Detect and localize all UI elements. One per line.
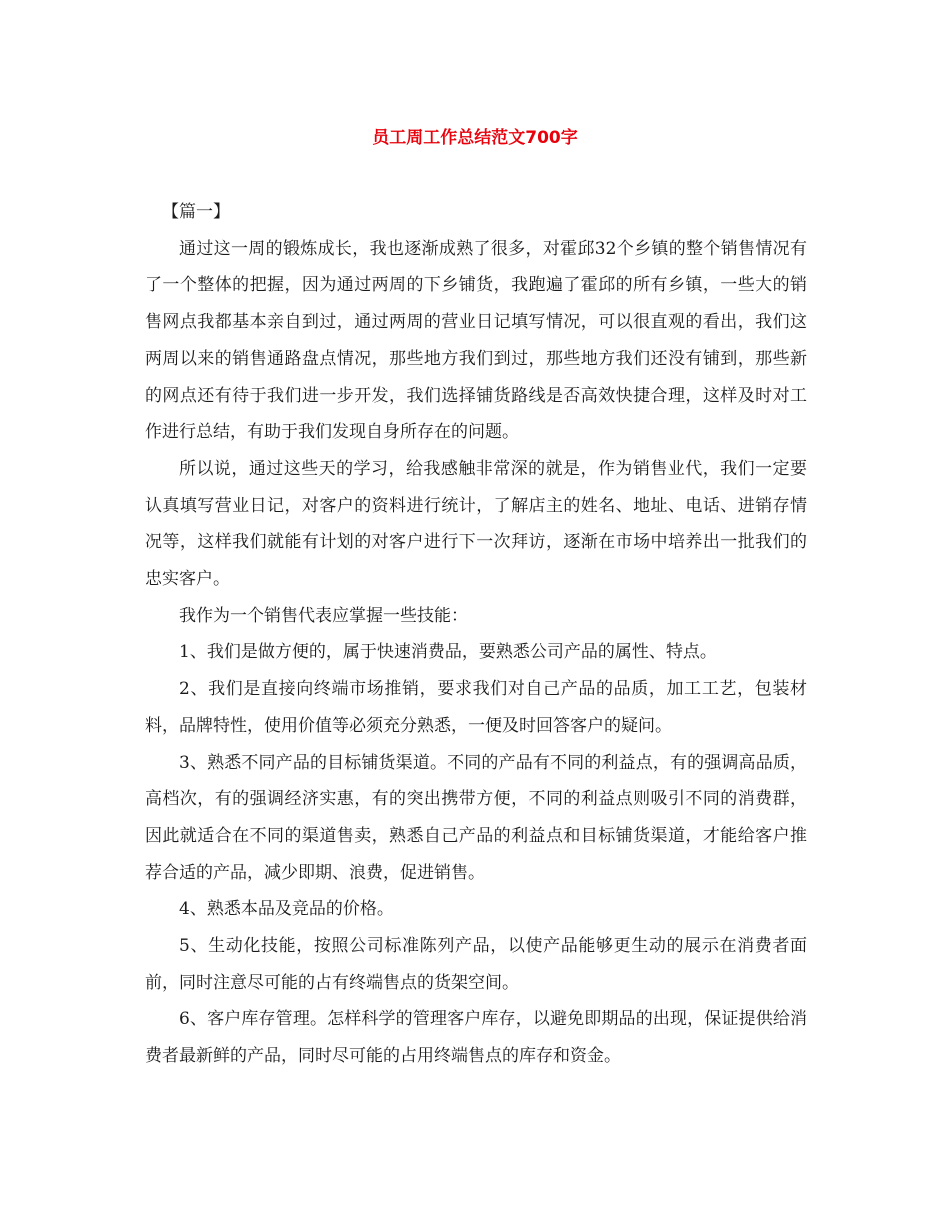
paragraph-skill-4: 4、熟悉本品及竞品的价格。 xyxy=(179,899,394,920)
paragraph-intro: 通过这一周的锻炼成长，我也逐渐成熟了很多，对霍邱32个乡镇的整个销售情况有了一个整体的把握，因为通过两周的下乡铺货，我跑遍了霍邱的所有乡镇，一些大的销售网点我都基本亲自到过，通过两周的营业日记填写情况，可以很直观的看出，我们这两周以来的销售通路盘点情况，那些地方我们到过，那些地方我们还没有铺到，那些新的网点还有待于我们进一步开发，我们选择铺货路线是否高效快捷合理，这样及时对工作进行总结，有助于我们发现自身所存在的问题。 xyxy=(145,238,807,443)
paragraph-skill-1: 1、我们是做方便的，属于快速消费品，要熟悉公司产品的属性、特点。 xyxy=(179,642,717,663)
paragraph-skills-intro: 我作为一个销售代表应掌握一些技能： xyxy=(179,605,468,626)
paragraph-reflection: 所以说，通过这些天的学习，给我感触非常深的就是，作为销售业代，我们一定要认真填写营业日记，对客户的资料进行统计，了解店主的姓名、地址、电话、进销存情况等，这样我们就能有计划的对客户进行下一次拜访，逐渐在市场中培养出一批我们的忠实客户。 xyxy=(145,458,807,590)
paragraph-skill-5: 5、生动化技能，按照公司标准陈列产品，以使产品能够更生动的展示在消费者面前，同时注意尽可能的占有终端售点的货架空间。 xyxy=(145,936,807,993)
paragraph-skill-3: 3、熟悉不同产品的目标铺货渠道。不同的产品有不同的利益点，有的强调高品质，高档次，有的强调经济实惠，有的突出携带方便，不同的利益点则吸引不同的消费群，因此就适合在不同的渠道售卖，熟悉自己产品的利益点和目标铺货渠道，才能给客户推荐合适的产品，减少即期、浪费，促进销售。 xyxy=(145,752,807,883)
document-body xyxy=(145,194,807,1075)
document-title: 员工周工作总结范文700字 xyxy=(372,128,578,148)
section-label: 【篇一】 xyxy=(162,202,230,222)
paragraph-skill-6: 6、客户库存管理。怎样科学的管理客户库存，以避免即期品的出现，保证提供给消费者最新鲜的产品，同时尽可能的占用终端售点的库存和资金。 xyxy=(145,1009,807,1067)
paragraph-skill-2: 2、我们是直接向终端市场推销，要求我们对自己产品的品质，加工工艺，包装材料，品牌特性，使用价值等必须充分熟悉，一便及时回答客户的疑问。 xyxy=(145,679,807,736)
